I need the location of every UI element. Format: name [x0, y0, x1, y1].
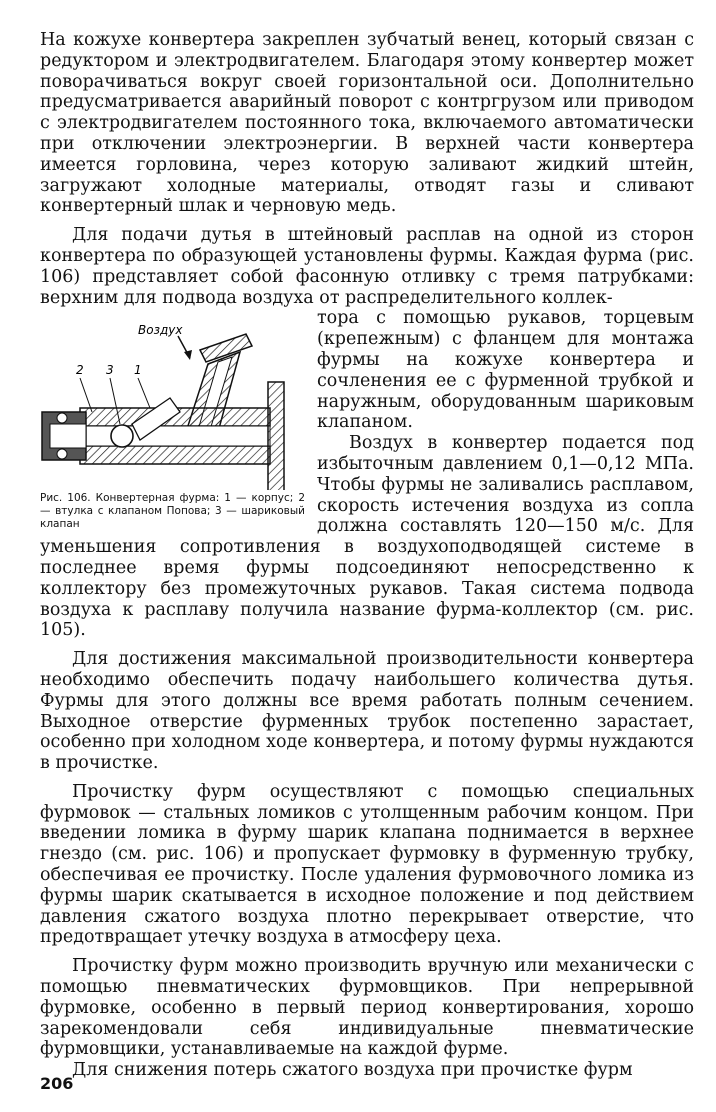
sleeve-bolt-top — [57, 413, 67, 423]
paragraph-2-continued: тора с помощью рукавов, торцевым (крепежным) с фланцем для монтажа фурмы на кожухе конвертера и сочленения ее с фурменной трубкой и наружным, оборудованным шариковым клапаном. — [317, 308, 694, 433]
paragraph-7: Для снижения потерь сжатого воздуха при прочистке фурм — [72, 1060, 633, 1081]
air-arrow-head — [184, 350, 192, 360]
body-bore — [80, 426, 270, 446]
paragraph-3: Воздух в конвертер подается под избыточным давлением 0,1—0,12 МПа. Чтобы фурмы не заливались расплавом, скорость истечения воздуха из сопла должна составлять 120—150 м/с. Для уменьшения сопротивления в воздухоподводящей системе в последнее время фурмы подсоединяют непосредственно к коллектору без промежуточных рукавов. Такая система подвода воздуха к расплаву получила название фурма-коллектор (см. рис. 105). — [40, 433, 694, 641]
figure-caption: Рис. 106. Конвертерная фурма: 1 — корпус; 2 — втулка с клапаном Попова; 3 — шариковый клапан — [40, 492, 305, 531]
label-2: 2 — [76, 363, 84, 378]
page-number: 206 — [40, 1074, 74, 1093]
leader-1 — [138, 378, 150, 408]
paragraph-5: Прочистку фурм осуществляют с помощью специальных фурмовок — стальных ломиков с утолщенным рабочим концом. При введении ломика в фурму шарик клапана поднимается в верхнее гнездо (см. рис. 106) и пропускает фурмовку в фурменную трубку, обеспечивая ее прочистку. После удаления фурмовочного ломика из фурмы шарик скатывается в исходное положение и под действием давления сжатого воздуха плотно перекрывает отверстие, что предотвращает утечку воздуха в атмосферу цеха. — [40, 781, 694, 948]
label-3: 3 — [106, 363, 114, 378]
ball-valve — [111, 425, 133, 447]
label-1: 1 — [134, 363, 142, 378]
leader-2 — [80, 378, 92, 412]
sleeve-bore — [50, 424, 86, 448]
tuyere-drawing — [40, 312, 305, 490]
end-flange — [268, 382, 284, 490]
figure-106 — [40, 312, 305, 531]
paragraph-4: Для достижения максимальной производительности конвертера необходимо обеспечить подачу наибольшего количества дутья. Фурмы для этого должны все время работать полным сечением. Выходное отверстие фурменных трубок постепенно зарастает, особенно при холодном ходе конвертера, и потому фурмы нуждаются в прочистке. — [40, 649, 694, 774]
paragraph-6: Прочистку фурм можно производить вручную или механически с помощью пневматических фурмовщиков. При непрерывной фурмовке, особенно в первый период конвертирования, хорошо зарекомендовали себя индивидуальные пневматические фурмовщики, устанавливаемые на каждой фурме. — [40, 956, 694, 1060]
sleeve-bolt-bottom — [57, 449, 67, 459]
air-label: Воздух — [138, 323, 183, 338]
paragraph-2: Для подачи дутья в штейновый расплав на одной из сторон конвертера по образующей установлены фурмы. Каждая фурма (рис. 106) представляет собой фасонную отливку с тремя патрубками: верхним для подвода воздуха от распределительного коллек- — [40, 225, 694, 308]
paragraph-1: На кожухе конвертера закреплен зубчатый венец, который связан с редуктором и электродвигателем. Благодаря этому конвертер может поворачиваться вокруг своей горизонтальной оси. Дополнительно предусматривается аварийный поворот с контргрузом или приводом с электродвигателем постоянного тока, включаемого автоматически при отключении электроэнергии. В верхней части конвертера имеется горловина, через которую заливают жидкий штейн, загружают холодные материалы, отводят газы и сливают конвертерный шлак и черновую медь. — [40, 30, 694, 217]
body-bottom-wall — [80, 446, 270, 464]
